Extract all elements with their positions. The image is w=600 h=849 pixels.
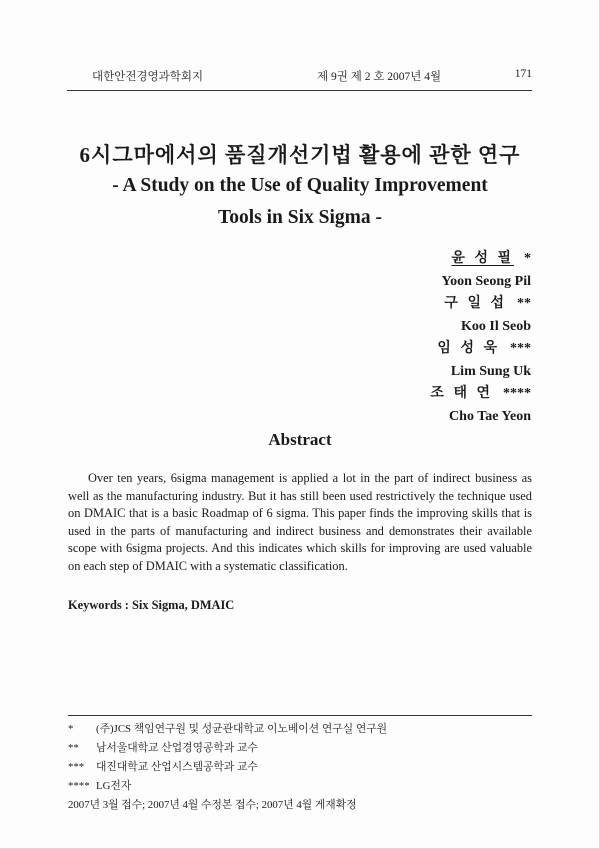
footnote-item: ** 남서울대학교 산업경영공학과 교수 <box>68 742 258 754</box>
title-block <box>40 140 560 234</box>
issue-info: 제 9권 제 2 호 2007년 4월 <box>317 71 442 83</box>
keywords: Keywords : Six Sigma, DMAIC <box>68 598 235 612</box>
author-korean-name: 조 태 연 **** <box>430 386 531 401</box>
footnote-item: **** LG전자 <box>68 780 132 792</box>
footnote-item: *** 대진대학교 산업시스템공학과 교수 <box>68 761 258 773</box>
author-mark: *** <box>510 341 531 356</box>
author-english-name: Yoon Seong Pil <box>441 273 531 289</box>
author-english-name: Lim Sung Uk <box>450 363 531 379</box>
author-korean-name: 임 성 욱 *** <box>437 341 531 356</box>
author-korean-name: 구 일 섭 ** <box>444 296 531 311</box>
author-mark: ** <box>517 296 531 311</box>
page-number: 171 <box>514 68 532 80</box>
title-korean: 6시그마에서의 품질개선기법 활용에 관한 연구 <box>79 143 521 167</box>
abstract-body: Over ten years, 6sigma management is applied a lot in the part of indirect business as well as the manufacturing industry. But it has still been used restrictively the technique used on DMAIC that is a basic Roadmap of 6 sigma. This paper finds the improving skills that is used in the parts of manufacturing and indirect business and demonstrates their available scope with 6sigma projects. And this indicates which skills for improving are used valuable on each step of DMAIC with a systematic classification. <box>68 471 532 573</box>
journal-name: 대한안전경영과학회지 <box>92 71 204 83</box>
footnotes <box>68 720 532 815</box>
footnote-item: * (주)JCS 책임연구원 및 성균관대학교 이노베이션 연구실 연구원 <box>68 723 388 735</box>
running-header <box>67 68 532 88</box>
author-korean-name: 윤 성 필 * <box>451 251 531 266</box>
footnote-divider <box>68 715 532 716</box>
author-english-name: Koo Il Seob <box>460 318 531 334</box>
title-english-line2: Tools in Six Sigma - <box>218 207 382 228</box>
author-mark: * <box>524 251 531 266</box>
title-english-line1: - A Study on the Use of Quality Improvement <box>112 175 488 196</box>
author-list <box>430 248 531 428</box>
author-english-name: Cho Tae Yeon <box>449 408 531 424</box>
submission-dates: 2007년 3월 접수; 2007년 4월 수정본 접수; 2007년 4월 게재확정 <box>68 799 357 811</box>
author-mark: **** <box>503 386 531 401</box>
abstract-heading: Abstract <box>268 430 332 449</box>
header-divider <box>67 90 532 91</box>
